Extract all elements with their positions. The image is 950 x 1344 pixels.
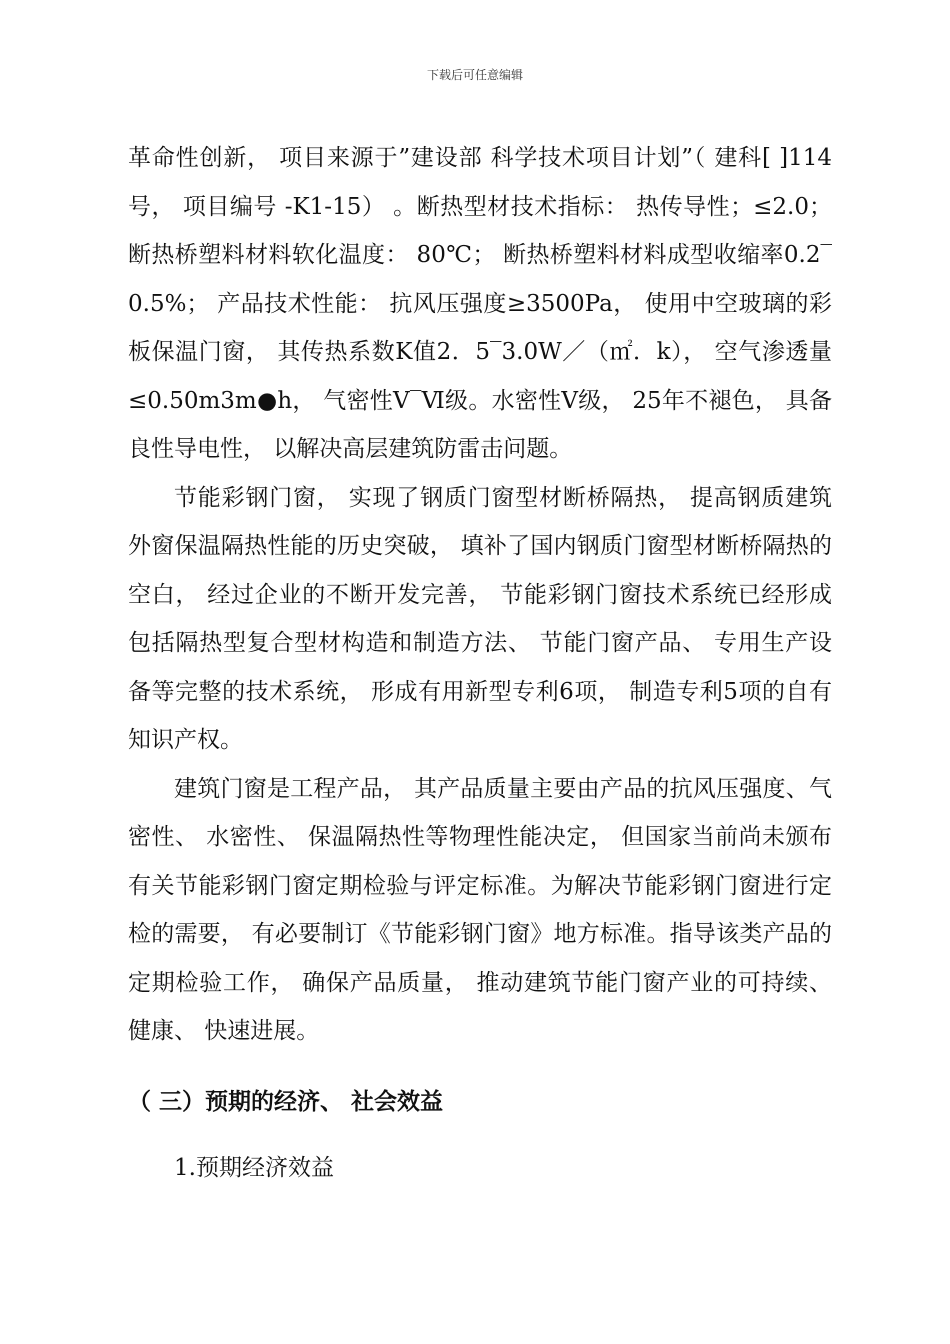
page-header: 下载后可任意编辑 [426,68,523,82]
paragraph-energy-saving-windows: 节能彩钢门窗， 实现了钢质门窗型材断桥隔热， 提高钢质建筑外窗保温隔热性能的历史突破， 填补了国内钢质门窗型材断桥隔热的空白， 经过企业的不断开发完善， 节能彩钢门窗技术系统已经形成包括隔热型复合型材构造和制造方法、 节能门窗产品、 专用生产设备等完整的技术系统， 形成有用新型专利6项， 制造专利5项的自有知识产权。 [128,484,832,753]
section-heading: （ 三）预期的经济、 社会效益 [128,1087,444,1115]
document-body [128,134,832,1192]
paragraph-project-specs: 革命性创新， 项目来源于”建设部 科学技术项目计划”（ 建科[ ]114号， 项目编号 -K1-15） 。断热型材技术指标： 热传导性；≤2.0； 断热桥塑料材料软化温度： 80℃； 断热桥塑料材料成型收缩率0.2‾0.5%； 产品技术性能： 抗风压强度≥3500Pa， 使用中空玻璃的彩板保温门窗， 其传热系数K值2．5‾3.0W／（㎡．k）， 空气渗透量≤0.50m3m●h， 气密性Ⅴ‾Ⅵ级。水密性Ⅴ级， 25年不褪色， 具备良性导电性， 以解决高层建筑防雷击问题。 [128,145,832,462]
sub-heading: 1.预期经济效益 [174,1154,334,1181]
paragraph-standard-necessity: 建筑门窗是工程产品， 其产品质量主要由产品的抗风压强度、气密性、 水密性、 保温隔热性等物理性能决定， 但国家当前尚未颁布有关节能彩钢门窗定期检验与评定标准。为解决节能彩钢门窗进行定检的需要， 有必要制订《节能彩钢门窗》地方标准。指导该类产品的定期检验工作， 确保产品质量， 推动建筑节能门窗产业的可持续、健康、 快速进展。 [128,775,832,1044]
